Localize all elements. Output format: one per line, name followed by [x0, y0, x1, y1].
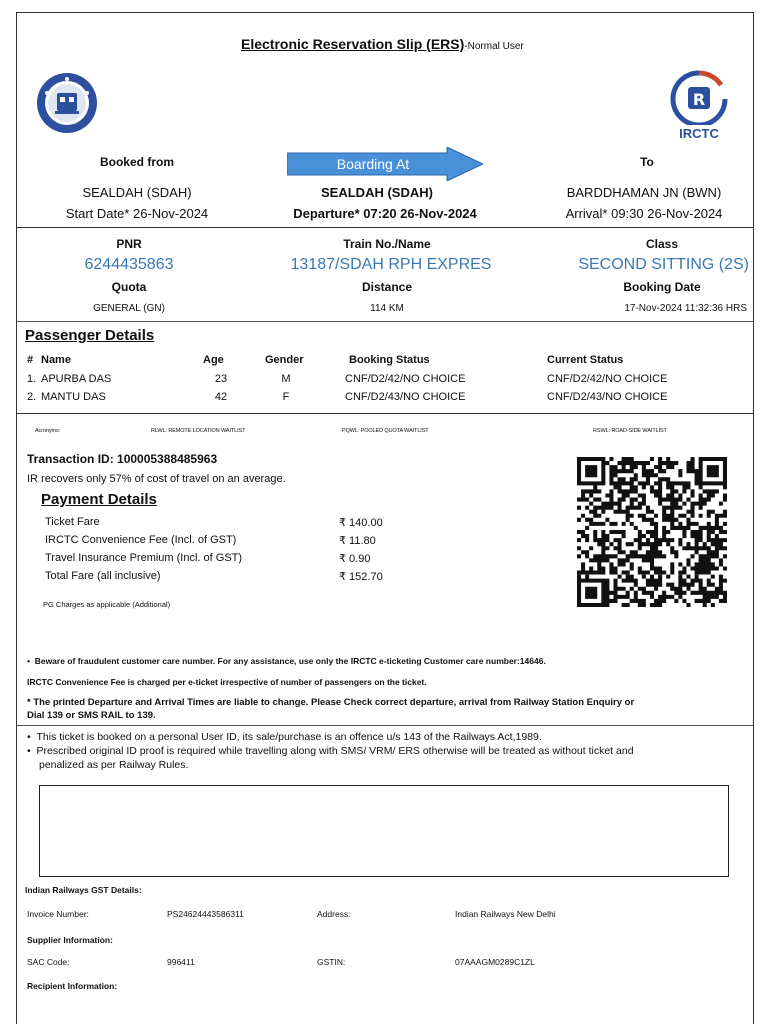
passenger-age: 23	[214, 373, 228, 385]
quota-label: Quota	[111, 280, 147, 294]
svg-text:R: R	[692, 90, 706, 109]
passenger-name: APURBA DAS	[41, 373, 112, 385]
boarding-at-label: Boarding At	[336, 156, 410, 172]
booked-from-label: Booked from	[99, 155, 174, 169]
title-text: Electronic Reservation Slip (ERS)	[241, 36, 465, 52]
passenger-name: MANTU DAS	[41, 391, 106, 403]
rule-2: • Prescribed original ID proof is required while travelling along with SMS/ VRM/ ERS otherwise will be treated as without ticket and	[27, 745, 634, 757]
payment-label: Ticket Fare	[45, 516, 100, 528]
passenger-gender: F	[282, 391, 290, 403]
divider	[17, 227, 753, 228]
passenger-details-heading: Passenger Details	[25, 327, 155, 344]
indian-railways-emblem-icon	[35, 71, 99, 135]
distance-value: 114 KM	[370, 303, 404, 314]
rule-2-text: Prescribed original ID proof is required while travelling along with SMS/ VRM/ ERS otherwise will be treated as without ticket and	[36, 745, 634, 757]
distance-label: Distance	[361, 280, 413, 294]
qr-modules	[577, 457, 727, 607]
row-number: 2.	[27, 391, 37, 403]
divider	[17, 413, 753, 414]
class-label: Class	[645, 237, 679, 251]
fraud-note: • Beware of fraudulent customer care number. For any assistance, use only the IRCTC e-ticketing Customer care number:14646.	[27, 656, 546, 666]
transaction-id: Transaction ID: 100005388485963	[27, 452, 218, 466]
acronyms-label: Acronyms:	[35, 428, 61, 434]
payment-amount: ₹ 140.00	[339, 517, 383, 529]
sac-value: 996411	[167, 957, 195, 967]
payment-label: IRCTC Convenience Fee (Incl. of GST)	[45, 534, 237, 546]
payment-amount: ₹ 11.80	[339, 535, 376, 547]
booking-status: CNF/D2/42/NO CHOICE	[345, 373, 466, 385]
class-value: SECOND SITTING (2S)	[578, 256, 749, 273]
irctc-logo-icon	[663, 69, 735, 125]
document-title	[241, 36, 524, 52]
train-value: 13187/SDAH RPH EXPRES	[290, 256, 492, 273]
irctc-text: IRCTC	[679, 126, 719, 141]
departure-time: Departure* 07:20 26-Nov-2024	[293, 206, 477, 221]
start-date: Start Date* 26-Nov-2024	[65, 206, 209, 221]
passenger-gender: M	[281, 373, 291, 385]
column-header: #	[27, 354, 34, 366]
column-header: Gender	[265, 354, 304, 366]
gstin-label: GSTIN:	[317, 957, 346, 967]
irctc-logo	[663, 69, 735, 141]
passenger-age: 42	[214, 391, 228, 403]
rule-1: • This ticket is booked on a personal User ID, its sale/purchase is an offence u/s 143 of the Railways Act,1989.	[27, 731, 542, 743]
booking-date-label: Booking Date	[623, 280, 701, 294]
booking-status: CNF/D2/43/NO CHOICE	[345, 391, 466, 403]
column-header: Current Status	[547, 354, 624, 366]
ers-ticket	[16, 12, 754, 1024]
sac-label: SAC Code:	[27, 957, 70, 967]
current-status: CNF/D2/42/NO CHOICE	[547, 373, 668, 385]
current-status: CNF/D2/43/NO CHOICE	[547, 391, 668, 403]
acronym-rswl: RSWL: ROAD-SIDE WAITLIST	[593, 428, 667, 434]
gst-heading: Indian Railways GST Details:	[25, 885, 142, 895]
train-label: Train No./Name	[343, 237, 431, 251]
address-label: Address:	[317, 909, 351, 919]
quota-value: GENERAL (GN)	[93, 303, 165, 314]
column-header: Age	[203, 354, 224, 366]
qr-code-icon	[577, 457, 727, 607]
arrival-time: Arrival* 09:30 26-Nov-2024	[565, 206, 723, 221]
gstin-value: 07AAAGM0289C1ZL	[455, 957, 535, 967]
convenience-note: IRCTC Convenience Fee is charged per e-ticket irrespective of number of passengers on the ticket.	[27, 677, 427, 687]
from-station: SEALDAH (SDAH)	[82, 185, 192, 200]
title-suffix: -Normal User	[464, 41, 524, 52]
invoice-label: Invoice Number:	[27, 909, 89, 919]
fraud-note-text: Beware of fraudulent customer care number. For any assistance, use only the IRCTC e-ticketing Customer care number:14646.	[34, 656, 546, 666]
timing-note-line2: Dial 139 or SMS RAIL to 139.	[27, 710, 156, 721]
payment-amount: ₹ 0.90	[339, 553, 371, 565]
payment-label: Travel Insurance Premium (Incl. of GST)	[45, 552, 243, 564]
recovery-note: IR recovers only 57% of cost of travel on an average.	[27, 473, 286, 485]
acronym-pqwl: PQWL: POOLED QUOTA WAITLIST	[342, 428, 429, 434]
column-header: Name	[41, 354, 71, 366]
timing-note-line1: * The printed Departure and Arrival Times are liable to change. Please Check correct departure, arrival from Railway Station Enquiry or	[27, 697, 635, 708]
supplier-heading: Supplier Information:	[27, 935, 113, 945]
payment-label: Total Fare (all inclusive)	[45, 570, 161, 582]
boarding-station: SEALDAH (SDAH)	[321, 185, 433, 200]
pg-charges-note: PG Charges as applicable (Additional)	[43, 600, 171, 609]
to-label: To	[640, 155, 654, 169]
recipient-heading: Recipient Information:	[27, 981, 118, 991]
blank-box	[39, 785, 729, 877]
acronym-rlwl: RLWL: REMOTE LOCATION WAITLIST	[151, 428, 246, 434]
to-station: BARDDHAMAN JN (BWN)	[566, 185, 722, 200]
row-number: 1.	[27, 373, 37, 385]
payment-details-heading: Payment Details	[41, 491, 157, 508]
pnr-label: PNR	[116, 237, 142, 251]
pnr-value: 6244435863	[84, 256, 174, 273]
column-header: Booking Status	[349, 354, 430, 366]
booking-date-value: 17-Nov-2024 11:32:36 HRS	[624, 303, 747, 314]
divider	[17, 725, 753, 726]
rule-1-text: This ticket is booked on a personal User ID, its sale/purchase is an offence u/s 143 of the Railways Act,1989.	[36, 731, 542, 743]
rule-2-text-cont: penalized as per Railway Rules.	[39, 759, 189, 771]
payment-amount: ₹ 152.70	[339, 571, 383, 583]
address-value: Indian Railways New Delhi	[455, 909, 556, 919]
invoice-value: PS24624443586311	[167, 909, 244, 919]
divider	[17, 321, 753, 322]
